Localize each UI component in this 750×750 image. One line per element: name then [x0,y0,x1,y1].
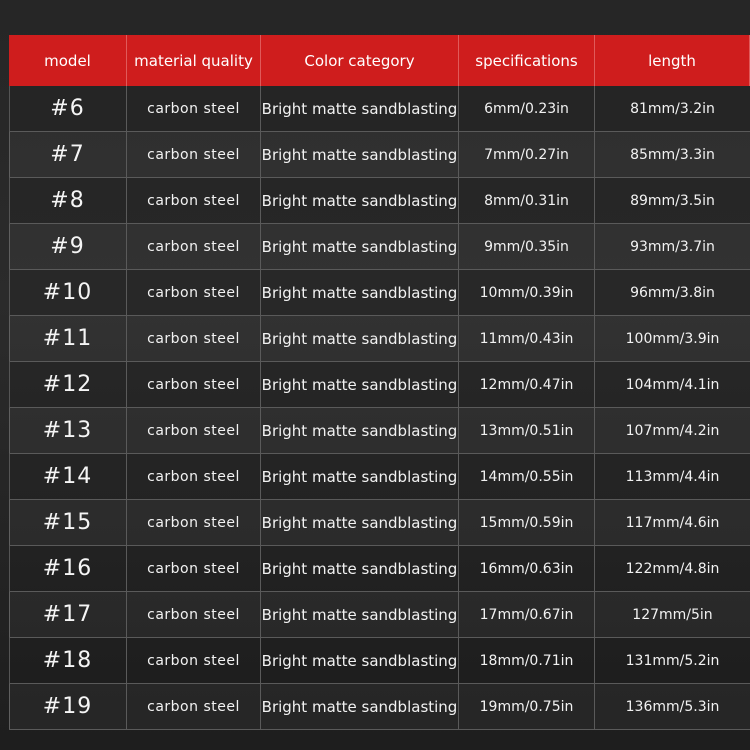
cell-length: 122mm/4.8in [595,546,750,592]
cell-color-category: Bright matte sandblasting [261,638,459,684]
cell-color-category: Bright matte sandblasting [261,224,459,270]
header-length: length [595,35,750,86]
cell-model: #18 [9,638,127,684]
cell-model: #14 [9,454,127,500]
cell-specifications: 16mm/0.63in [459,546,595,592]
cell-length: 81mm/3.2in [595,86,750,132]
cell-specifications: 10mm/0.39in [459,270,595,316]
cell-model: #19 [9,684,127,730]
header-material: material quality [127,35,261,86]
cell-model: #8 [9,178,127,224]
cell-specifications: 15mm/0.59in [459,500,595,546]
cell-material: carbon steel [127,270,261,316]
cell-color-category: Bright matte sandblasting [261,86,459,132]
cell-length: 89mm/3.5in [595,178,750,224]
header-specifications: specifications [459,35,595,86]
cell-material: carbon steel [127,500,261,546]
cell-material: carbon steel [127,316,261,362]
cell-material: carbon steel [127,638,261,684]
cell-color-category: Bright matte sandblasting [261,362,459,408]
cell-color-category: Bright matte sandblasting [261,500,459,546]
table-row [9,86,750,132]
cell-length: 100mm/3.9in [595,316,750,362]
cell-specifications: 8mm/0.31in [459,178,595,224]
cell-material: carbon steel [127,224,261,270]
table-row [9,132,750,178]
cell-length: 93mm/3.7in [595,224,750,270]
cell-color-category: Bright matte sandblasting [261,684,459,730]
table-row [9,684,750,730]
cell-color-category: Bright matte sandblasting [261,454,459,500]
header-model: model [9,35,127,86]
cell-material: carbon steel [127,132,261,178]
header-color: Color category [261,35,459,86]
cell-specifications: 12mm/0.47in [459,362,595,408]
cell-model: #10 [9,270,127,316]
cell-material: carbon steel [127,684,261,730]
cell-length: 113mm/4.4in [595,454,750,500]
table-header-row [9,35,750,86]
table-row [9,638,750,684]
cell-material: carbon steel [127,592,261,638]
cell-specifications: 19mm/0.75in [459,684,595,730]
cell-specifications: 17mm/0.67in [459,592,595,638]
cell-model: #11 [9,316,127,362]
table-row [9,454,750,500]
cell-length: 104mm/4.1in [595,362,750,408]
spec-table [9,35,750,730]
cell-length: 117mm/4.6in [595,500,750,546]
table-row [9,316,750,362]
table-row [9,224,750,270]
table-row [9,500,750,546]
table-row [9,546,750,592]
cell-color-category: Bright matte sandblasting [261,178,459,224]
cell-color-category: Bright matte sandblasting [261,316,459,362]
table-row [9,178,750,224]
cell-length: 136mm/5.3in [595,684,750,730]
cell-color-category: Bright matte sandblasting [261,546,459,592]
cell-length: 131mm/5.2in [595,638,750,684]
cell-model: #17 [9,592,127,638]
cell-material: carbon steel [127,86,261,132]
cell-color-category: Bright matte sandblasting [261,132,459,178]
cell-specifications: 6mm/0.23in [459,86,595,132]
cell-specifications: 7mm/0.27in [459,132,595,178]
cell-model: #13 [9,408,127,454]
cell-model: #6 [9,86,127,132]
cell-model: #12 [9,362,127,408]
cell-model: #9 [9,224,127,270]
table-row [9,362,750,408]
cell-material: carbon steel [127,454,261,500]
cell-material: carbon steel [127,546,261,592]
cell-specifications: 11mm/0.43in [459,316,595,362]
table-row [9,592,750,638]
cell-specifications: 9mm/0.35in [459,224,595,270]
cell-material: carbon steel [127,362,261,408]
table-row [9,270,750,316]
cell-material: carbon steel [127,408,261,454]
table-row [9,408,750,454]
cell-length: 107mm/4.2in [595,408,750,454]
cell-specifications: 18mm/0.71in [459,638,595,684]
cell-length: 96mm/3.8in [595,270,750,316]
cell-specifications: 14mm/0.55in [459,454,595,500]
cell-color-category: Bright matte sandblasting [261,408,459,454]
cell-length: 127mm/5in [595,592,750,638]
cell-model: #7 [9,132,127,178]
cell-specifications: 13mm/0.51in [459,408,595,454]
cell-color-category: Bright matte sandblasting [261,592,459,638]
cell-length: 85mm/3.3in [595,132,750,178]
cell-material: carbon steel [127,178,261,224]
cell-color-category: Bright matte sandblasting [261,270,459,316]
table-body [9,86,750,730]
cell-model: #16 [9,546,127,592]
cell-model: #15 [9,500,127,546]
